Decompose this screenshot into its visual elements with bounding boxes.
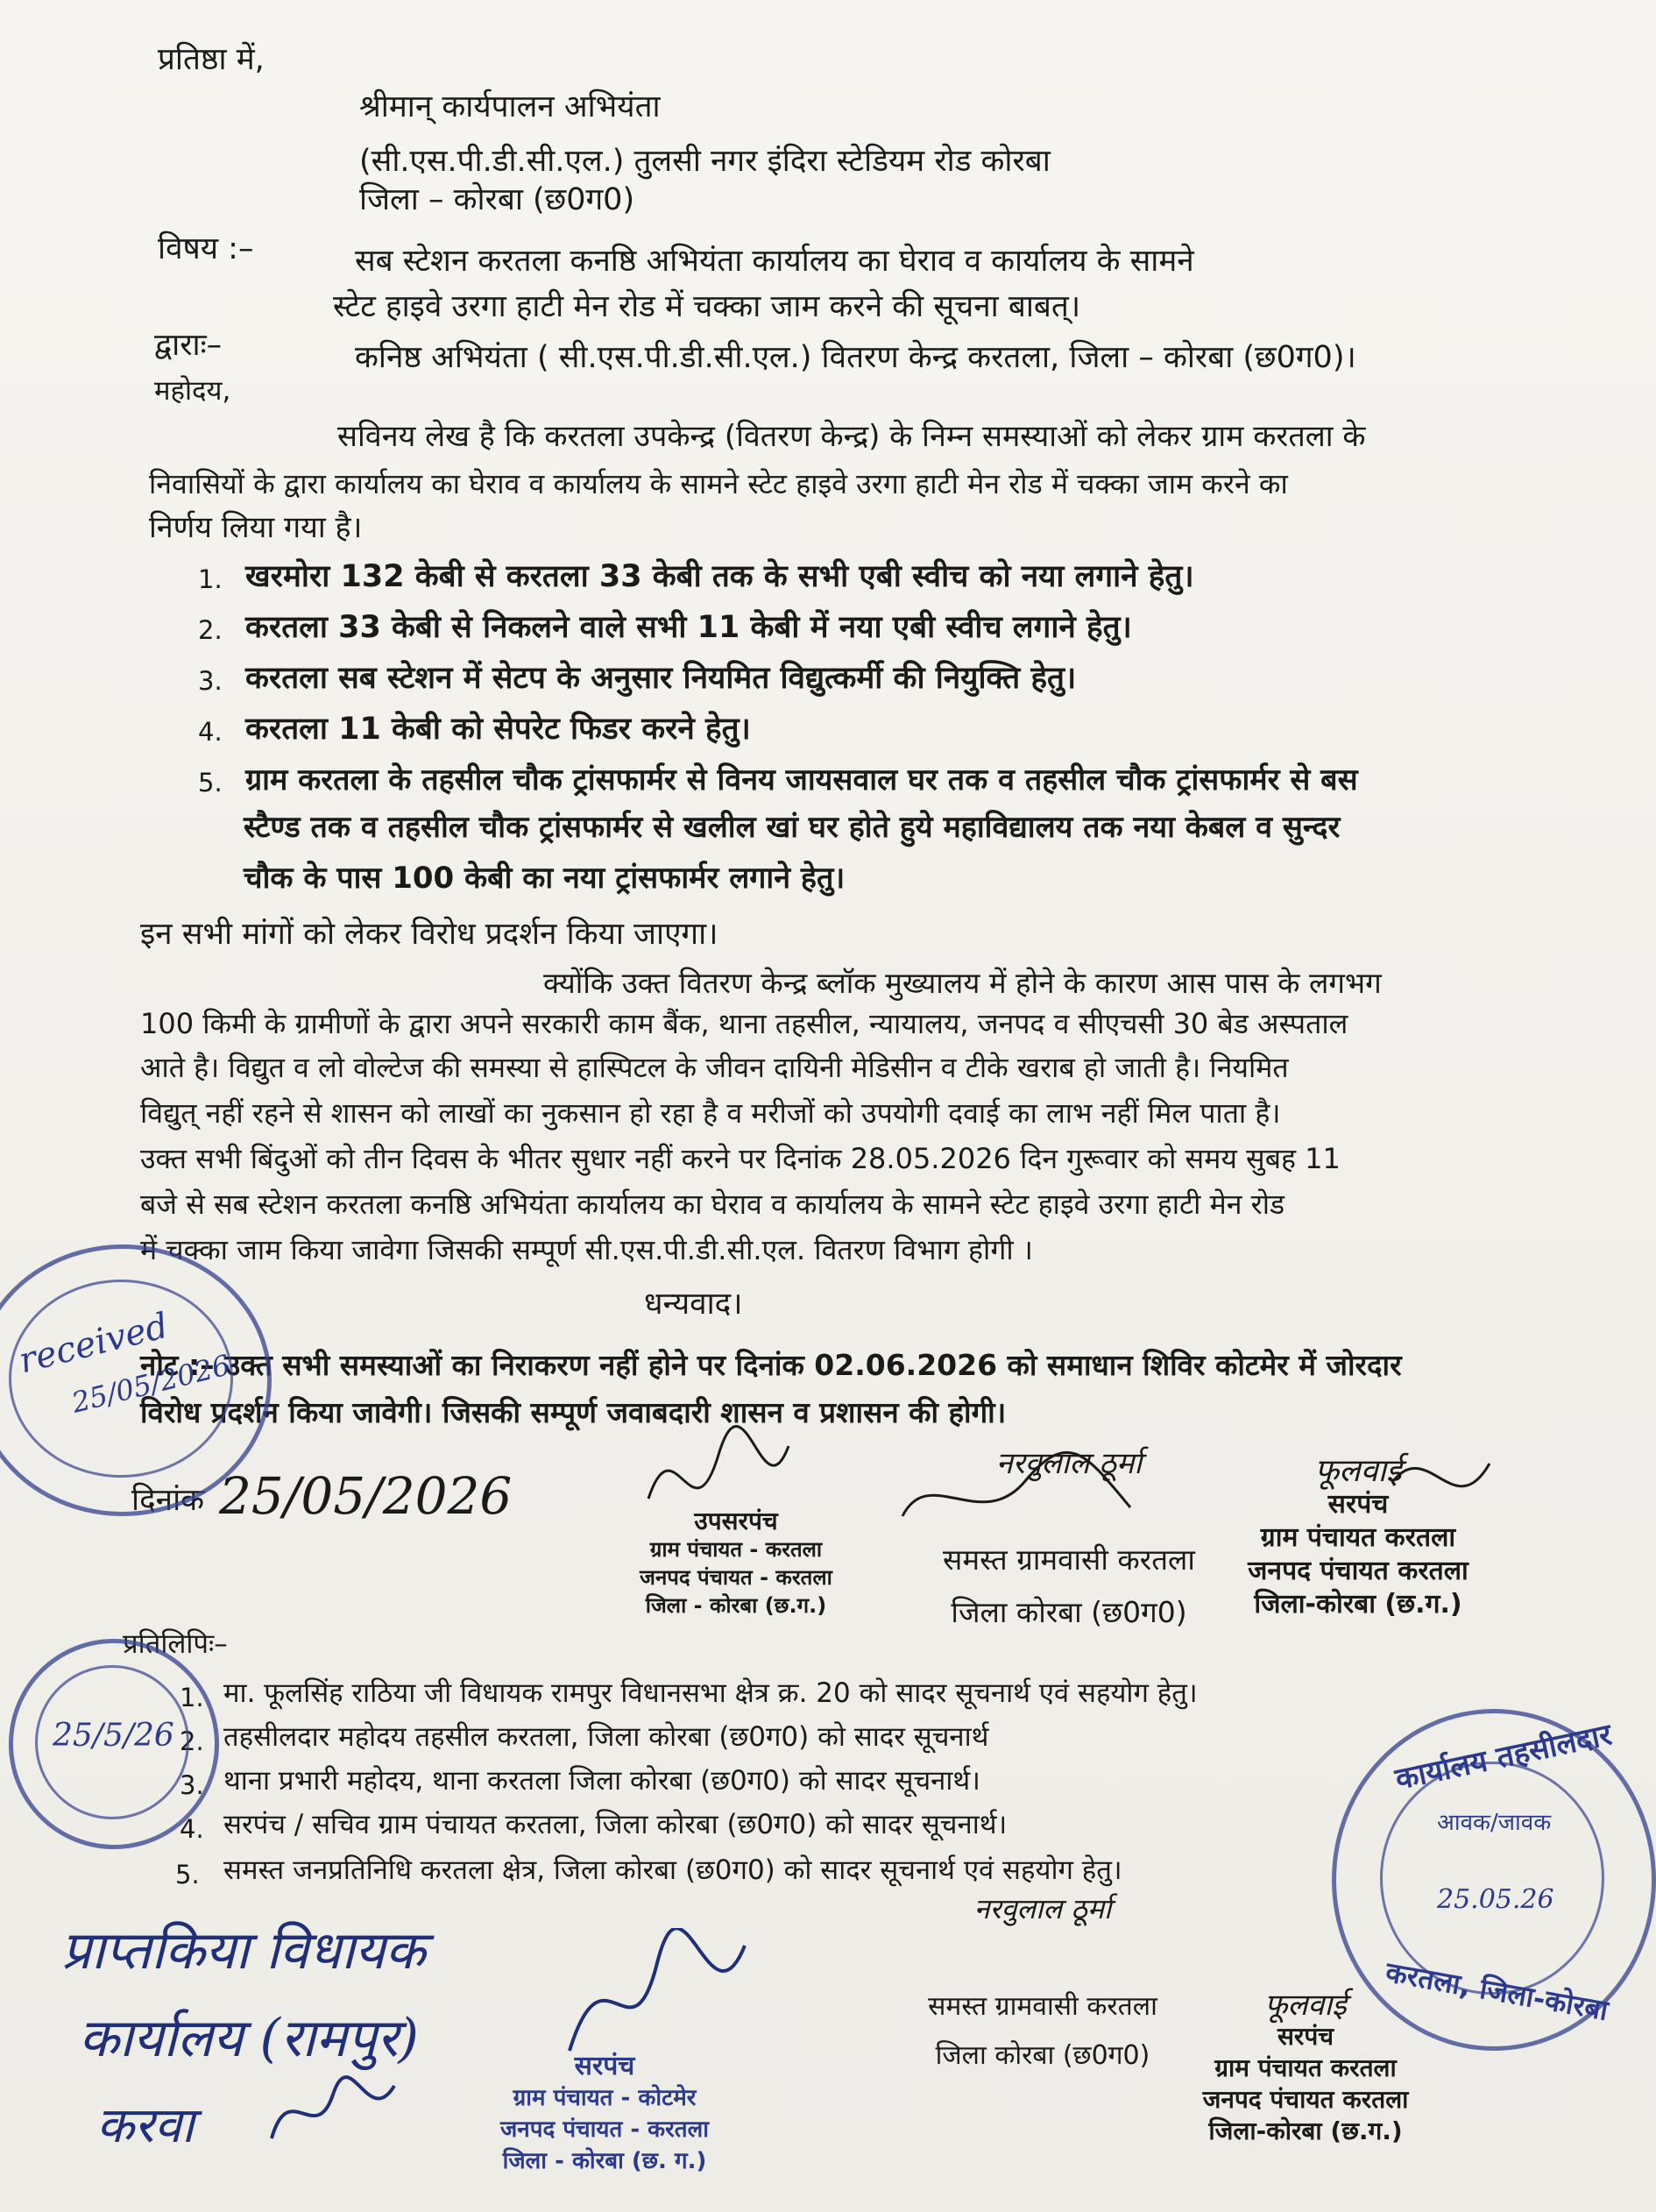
villagers-bottom-handwritten-name: नरवुलाल ठूर्मा (973, 1892, 1112, 1925)
para2-line-5: उक्त सभी बिंदुओं को तीन दिवस के भीतर सुधार नहीं करने पर दिनांक 28.05.2026 दिन गुरूवार को समय सुबह 11 (140, 1142, 1341, 1175)
received-stamp-date: 25/05/2026 (68, 1348, 234, 1420)
sarpanch-signature-block (1209, 1455, 1507, 1621)
copy-item: मा. फूलसिंह राठिया जी विधायक रामपुर विधानसभा क्षेत्र क्र. 20 को सादर सूचनार्थ एवं सहयोग हेतु। (223, 1677, 1198, 1709)
copy-number: 3. (180, 1770, 204, 1800)
villagers-bottom-line: समस्त ग्रामवासी करतला (928, 1991, 1157, 2022)
upsarpanch-line: ग्राम पंचायत - करतला (649, 1537, 823, 1562)
demand-number: 5. (198, 768, 223, 798)
upsarpanch-signature-block (605, 1507, 867, 1620)
recipient-line-1: श्रीमान् कार्यपालन अभियंता (359, 89, 661, 124)
kotmer-sarpanch-title: सरपंच (574, 2051, 635, 2081)
copy-item: सरपंच / सचिव ग्राम पंचायत करतला, जिला कोरबा (छ0ग0) को सादर सूचनार्थ। (223, 1809, 1008, 1840)
para2-line-7: में चक्का जाम किया जावेगा जिसकी सम्पूर्ण सी.एस.पी.डी.सी.एल. वितरण विभाग होगी । (140, 1233, 1033, 1266)
copy-number: 2. (180, 1726, 204, 1756)
demand-5-line-3: चौक के पास 100 केबी का नया ट्रांसफार्मर लगाने हेतु। (244, 861, 846, 896)
through-text: कनिष्ठ अभियंता ( सी.एस.पी.डी.सी.एल.) वितरण केन्द्र करतला, जिला – कोरबा (छ0ग0)। (355, 340, 1356, 375)
upsarpanch-title: उपसरपंच (694, 1507, 778, 1535)
para1-line-2: निवासियों के द्वारा कार्यालय का घेराव व कार्यालय के सामने स्टेट हाइवे उरगा हाटी मेन रोड में चक्का जाम करने का (149, 467, 1288, 500)
thanks: धन्यवाद। (644, 1287, 743, 1322)
para2-line-2: 100 किमी के ग्रामीणों के द्वारा अपने सरकारी काम बैंक, थाना तहसील, न्यायालय, जनपद व सीएचसी 30 बेड अस्पताल (140, 1007, 1348, 1040)
sarpanch-title: सरपंच (1327, 1489, 1389, 1520)
tehsil-stamp-date: 25.05.26 (1437, 1884, 1554, 1915)
para1-line-3: निर्णय लिया गया है। (149, 510, 363, 545)
subject-line-1: सब स्टेशन करतला कनष्ठि अभियंता कार्यालय का घेराव व कार्यालय के सामने (355, 244, 1194, 279)
copy-item: समस्त जनप्रतिनिधि करतला क्षेत्र, जिला कोरबा (छ0ग0) को सादर सूचनार्थ एवं सहयोग हेतु। (223, 1854, 1122, 1886)
salutation: महोदय, (154, 375, 231, 407)
copy-item: तहसीलदार महोदय तहसील करतला, जिला कोरबा (छ0ग0) को सादर सूचनार्थ (223, 1721, 989, 1753)
villagers-line: जिला कोरबा (छ0ग0) (951, 1595, 1187, 1629)
copy-stamp-number: 25/5/26 (53, 1718, 174, 1754)
subject-label: विषय :– (158, 231, 254, 266)
villagers-bottom-line: जिला कोरबा (छ0ग0) (935, 2040, 1150, 2071)
date-handwritten: 25/05/2026 (219, 1466, 513, 1526)
demand-number: 4. (198, 717, 223, 747)
sarpanch-line: जिला-कोरबा (छ.ग.) (1254, 1589, 1462, 1620)
received-stamp-word: received (15, 1305, 173, 1382)
sarpanch-bottom-handwritten-name: फूलवाई (1264, 1988, 1347, 2023)
sarpanch-bottom-line: ग्राम पंचायत करतला (1214, 2053, 1397, 2082)
demand-number: 2. (198, 615, 223, 645)
sarpanch-bottom-title: सरपंच (1277, 2022, 1334, 2051)
recipient-line-2: (सी.एस.पी.डी.सी.एल.) तुलसी नगर इंदिरा स्टेडियम रोड कोरबा (359, 144, 1051, 179)
villagers-signature-block (894, 1437, 1244, 1639)
sarpanch-handwritten-name: फूलवाई (1314, 1453, 1402, 1489)
tehsil-stamp-top-text: कार्यालय तहसीलदार (1392, 1717, 1615, 1797)
tehsil-stamp-inward: आवक/जावक (1437, 1810, 1552, 1836)
note-line-1: नोट :– उक्त सभी समस्याओं का निराकरण नहीं होने पर दिनांक 02.06.2026 को समाधान शिविर कोटमेर में जोरदार (140, 1348, 1402, 1382)
kotmer-sarpanch-line: जिला - कोरबा (छ. ग.) (502, 2148, 707, 2174)
upsarpanch-line: जनपद पंचायत - करतला (640, 1565, 832, 1590)
para2-line-6: बजे से सब स्टेशन करतला कनष्ठि अभियंता कार्यालय का घेराव व कार्यालय के सामने स्टेट हाइवे उरगा हाटी मेन रोड (140, 1188, 1285, 1221)
demand-item: करतला 33 केबी से निकलने वाले सभी 11 केबी में नया एबी स्वीच लगाने हेतु। (245, 610, 1132, 645)
demand-item: करतला 11 केबी को सेपरेट फिडर करने हेतु। (245, 712, 751, 747)
demand-item: खरमोरा 132 केबी से करतला 33 केबी तक के सभी एबी स्वीच को नया लगाने हेतु। (245, 559, 1194, 594)
receipt-handwritten-line-1: प्राप्तकिया विधायक (61, 1920, 426, 1982)
recipient-line-3: जिला – कोरबा (छ0ग0) (359, 182, 635, 217)
kotmer-sarpanch-block (456, 2051, 754, 2177)
demand-number: 1. (198, 564, 223, 594)
demand-item: ग्राम करतला के तहसील चौक ट्रांसफार्मर से विनय जायसवाल घर तक व तहसील चौक ट्रांसफार्मर से बस (245, 762, 1358, 798)
villagers-line: समस्त ग्रामवासी करतला (943, 1542, 1195, 1577)
para2-line-1: क्योंकि उक्त वितरण केन्द्र ब्लॉक मुख्यालय में होने के कारण आस पास के लगभग (543, 966, 1382, 1000)
copy-item: थाना प्रभारी महोदय, थाना करतला जिला कोरबा (छ0ग0) को सादर सूचनार्थ। (223, 1765, 980, 1797)
villagers-handwritten-name: नरवुलाल ठूर्मा (995, 1446, 1143, 1481)
demand-5-line-2: स्टैण्ड तक व तहसील चौक ट्रांसफार्मर से खलील खां घर होते हुये महाविद्यालय तक नया केबल व सुन्दर (244, 810, 1341, 845)
note-line-2: विरोध प्रदर्शन किया जावेगी। जिसकी सम्पूर्ण जवाबदारी शासन व प्रशासन की होगी। (140, 1395, 1007, 1429)
through-label: द्वाराः– (154, 328, 223, 363)
demand-item: करतला सब स्टेशन में सेटप के अनुसार नियमित विद्युत्कर्मी की नियुक्ति हेतु। (245, 661, 1077, 696)
kotmer-sarpanch-line: ग्राम पंचायत - कोटमेर (513, 2085, 697, 2111)
tehsil-stamp-bottom-text: करतला, जिला-कोरबा (1383, 1954, 1611, 2028)
sarpanch-line: जनपद पंचायत करतला (1248, 1556, 1468, 1586)
subject-line-2: स्टेट हाइवे उरगा हाटी मेन रोड में चक्का जाम करने की सूचना बाबत्। (333, 289, 1081, 324)
date-label: दिनांक (131, 1483, 205, 1518)
to-heading: प्रतिष्ठा में, (158, 42, 265, 77)
upsarpanch-line: जिला - कोरबा (छ.ग.) (645, 1593, 827, 1618)
receipt-handwritten-line-3: करवा (96, 2097, 195, 2154)
copy-number: 1. (180, 1683, 204, 1712)
para2-line-4: विद्युत् नहीं रहने से शासन को लाखों का नुकसान हो रहा है व मरीजों को उपयोगी दवाई का लाभ नहीं मिल पाता है। (140, 1096, 1281, 1130)
sarpanch-line: ग्राम पंचायत करतला (1260, 1522, 1456, 1553)
villagers-bottom-block (885, 1884, 1200, 2081)
kotmer-sarpanch-line: जनपद पंचायत - करतला (500, 2116, 709, 2143)
copy-number: 4. (180, 1814, 204, 1844)
para2-line-3: आते है। विद्युत व लो वोल्टेज की समस्या से हास्पिटल के जीवन दायिनी मेडिसीन व टीके खराब हो जाती है। नियमित (140, 1051, 1289, 1084)
copies-heading: प्रतिलिपिः– (123, 1628, 228, 1660)
para1-line-1: सविनय लेख है कि करतला उपकेन्द्र (वितरण केन्द्र) के निम्न समस्याओं को लेकर ग्राम करतला के (337, 419, 1366, 454)
receipt-handwritten-line-2: कार्यालय (रामपुर) (79, 2008, 419, 2069)
sarpanch-bottom-line: जिला-कोरबा (छ.ग.) (1208, 2116, 1403, 2145)
sarpanch-bottom-line: जनपद पंचायत करतला (1202, 2085, 1409, 2114)
demand-number: 3. (198, 666, 223, 696)
copy-number: 5. (175, 1860, 200, 1889)
protest-line: इन सभी मांगों को लेकर विरोध प्रदर्शन किया जाएगा। (140, 917, 718, 952)
